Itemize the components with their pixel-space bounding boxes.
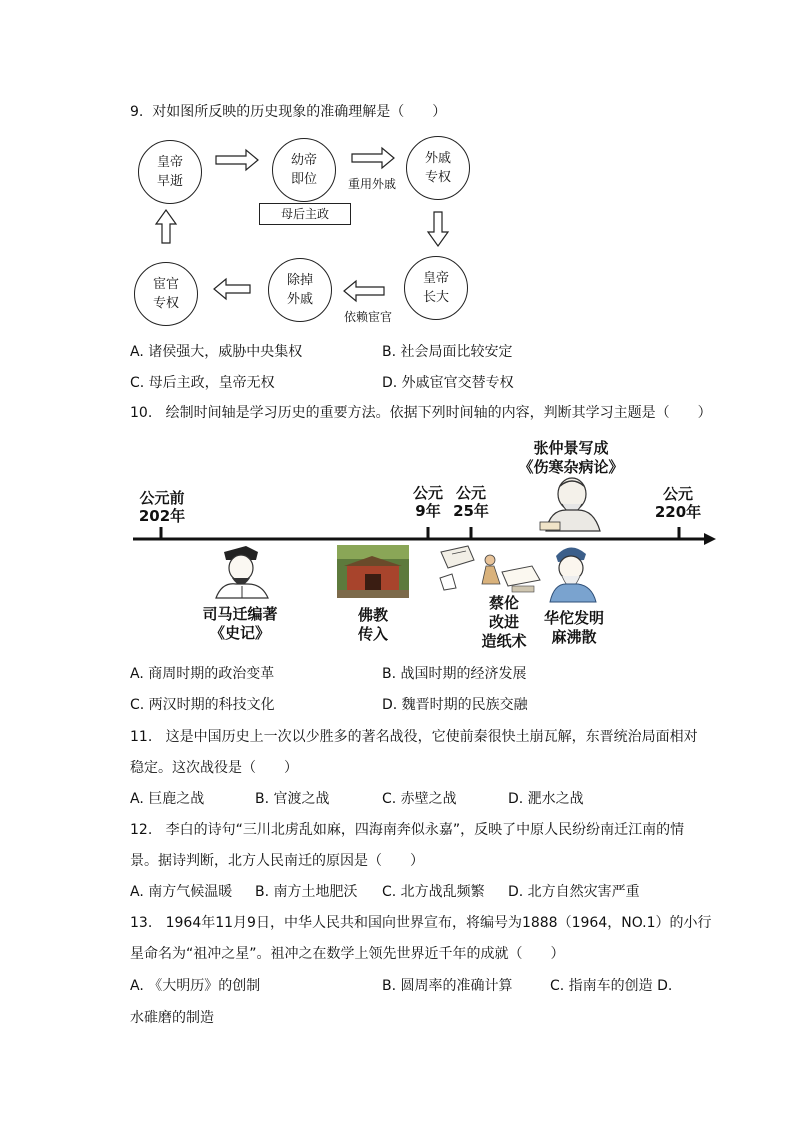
event-buddhism: 佛教 传入 bbox=[357, 606, 388, 643]
label-rely-consort: 重用外戚 bbox=[348, 177, 397, 191]
event-zhang-zhongjing: 张仲景写成 《伤寒杂病论》 bbox=[518, 439, 624, 476]
q13-option-d[interactable]: 水碓磨的制造 bbox=[130, 1010, 214, 1026]
node-remove-consort-clan: 除掉 外戚 bbox=[268, 258, 332, 322]
papermaking-illustration bbox=[440, 546, 540, 592]
node-child-emperor: 幼帝 即位 bbox=[272, 138, 336, 202]
q13-option-b[interactable]: B. 圆周率的准确计算 bbox=[382, 978, 513, 994]
event-sima-qian: 司马迁编著 《史记》 bbox=[202, 605, 278, 642]
q13-stem-line1: 13. 1964年11月9日，中华人民共和国向世界宣布，将编号为1888（1964，NO.1）的小行 bbox=[130, 915, 712, 931]
q11-stem-line1: 11. 这是中国历史上一次以少胜多的著名战役，它使前秦很快土崩瓦解，东晋统治局面相对 bbox=[130, 729, 698, 745]
timeline-date-220ad: 公元 220年 bbox=[654, 485, 702, 521]
q11-option-a[interactable]: A. 巨鹿之战 bbox=[130, 791, 205, 807]
timeline-date-25ad: 公元 25年 bbox=[453, 484, 489, 520]
q12-option-c[interactable]: C. 北方战乱频繁 bbox=[382, 884, 485, 900]
q11-option-d[interactable]: D. 淝水之战 bbox=[508, 791, 584, 807]
q10-stem: 10. 绘制时间轴是学习历史的重要方法。依据下列时间轴的内容，判断其学习主题是（ ） bbox=[130, 405, 712, 421]
q12-option-a[interactable]: A. 南方气候温暖 bbox=[130, 884, 233, 900]
node-emperor-early-death: 皇帝 早逝 bbox=[138, 140, 202, 204]
q12-option-b[interactable]: B. 南方土地肥沃 bbox=[255, 884, 358, 900]
node-consort-clan-power: 外戚 专权 bbox=[406, 136, 470, 200]
node-emperor-grown: 皇帝 长大 bbox=[404, 256, 468, 320]
q9-option-a[interactable]: A. 诸侯强大，威胁中央集权 bbox=[130, 344, 303, 360]
sima-qian-portrait-icon bbox=[216, 546, 268, 598]
zhang-zhongjing-portrait-icon bbox=[540, 478, 600, 531]
q10-option-a[interactable]: A. 商周时期的政治变革 bbox=[130, 666, 275, 682]
q9-option-c[interactable]: C. 母后主政，皇帝无权 bbox=[130, 375, 275, 391]
q10-option-b[interactable]: B. 战国时期的经济发展 bbox=[382, 666, 527, 682]
q9-stem: 9. 对如图所反映的历史现象的准确理解是（ ） bbox=[130, 104, 447, 120]
node-eunuch-power: 宦官 专权 bbox=[134, 262, 198, 326]
timeline-date-9ad: 公元 9年 bbox=[412, 484, 443, 520]
q10-option-c[interactable]: C. 两汉时期的科技文化 bbox=[130, 697, 275, 713]
timeline-date-202bc: 公元前 202年 bbox=[138, 489, 186, 525]
q13-stem-line2: 星命名为“祖冲之星”。祖冲之在数学上领先世界近千年的成就（ ） bbox=[130, 946, 565, 962]
event-hua-tuo: 华佗发明 麻沸散 bbox=[543, 609, 604, 646]
white-horse-temple-photo bbox=[337, 545, 409, 598]
q13-option-a[interactable]: A. 《大明历》的创制 bbox=[130, 978, 261, 994]
q11-option-c[interactable]: C. 赤壁之战 bbox=[382, 791, 457, 807]
q9-option-d[interactable]: D. 外戚宦官交替专权 bbox=[382, 375, 514, 391]
q13-option-c[interactable]: C. 指南车的创造 D. bbox=[550, 978, 673, 994]
q12-option-d[interactable]: D. 北方自然灾害严重 bbox=[508, 884, 640, 900]
q10-option-d[interactable]: D. 魏晋时期的民族交融 bbox=[382, 697, 528, 713]
q12-stem-line1: 12. 李白的诗句“三川北虏乱如麻，四海南奔似永嘉”，反映了中原人民纷纷南迁江南的情 bbox=[130, 822, 685, 838]
event-cai-lun: 蔡伦 改进 造纸术 bbox=[481, 594, 527, 650]
q11-option-b[interactable]: B. 官渡之战 bbox=[255, 791, 330, 807]
label-rely-eunuch: 依赖宦官 bbox=[344, 310, 393, 324]
q11-stem-line2: 稳定。这次战役是（ ） bbox=[130, 760, 298, 776]
q9-option-b[interactable]: B. 社会局面比较安定 bbox=[382, 344, 513, 360]
q12-stem-line2: 景。据诗判断，北方人民南迁的原因是（ ） bbox=[130, 853, 424, 869]
timeline-arrowhead-icon bbox=[704, 533, 716, 545]
hua-tuo-portrait-icon bbox=[550, 547, 596, 602]
label-empress-dowager: 母后主政 bbox=[259, 203, 351, 225]
